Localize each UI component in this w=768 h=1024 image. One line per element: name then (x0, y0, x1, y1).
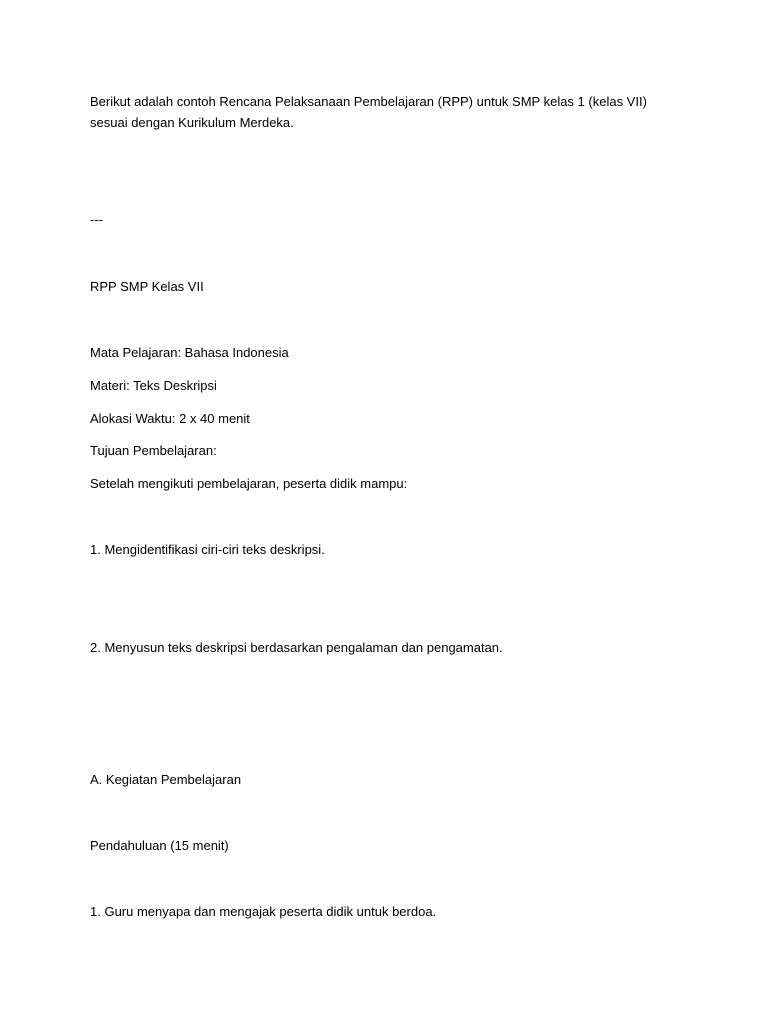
intro-phase-heading: Pendahuluan (15 menit) (90, 838, 229, 853)
objectives-intro: Setelah mengikuti pembelajaran, peserta didik mampu: (90, 476, 408, 491)
objectives-label: Tujuan Pembelajaran: (90, 443, 217, 458)
separator: --- (90, 212, 103, 227)
activities-heading: A. Kegiatan Pembelajaran (90, 772, 242, 787)
intro-step-item: 1. Guru menyapa dan mengajak peserta didik untuk berdoa. (90, 904, 437, 919)
document-heading: RPP SMP Kelas VII (90, 279, 204, 294)
subject-line: Mata Pelajaran: Bahasa Indonesia (90, 345, 289, 360)
objective-item: 1. Mengidentifikasi ciri-ciri teks deskripsi. (90, 542, 325, 557)
time-allocation-line: Alokasi Waktu: 2 x 40 menit (90, 411, 250, 426)
material-line: Materi: Teks Deskripsi (90, 378, 217, 393)
intro-paragraph: Berikut adalah contoh Rencana Pelaksanaan Pembelajaran (RPP) untuk SMP kelas 1 (kelas VII) sesuai dengan Kurikulum Merdeka. (90, 94, 647, 130)
objective-item: 2. Menyusun teks deskripsi berdasarkan pengalaman dan pengamatan. (90, 640, 503, 655)
